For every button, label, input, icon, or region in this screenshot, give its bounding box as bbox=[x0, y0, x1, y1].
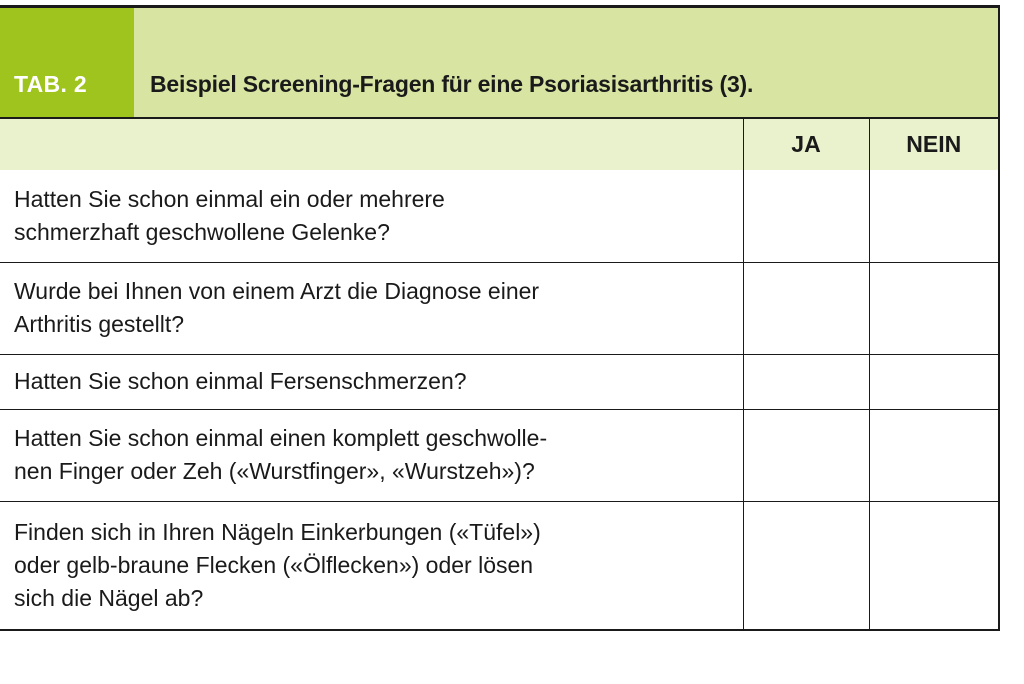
question-text-line: Arthritis gestellt? bbox=[14, 311, 185, 337]
column-header-yes: JA bbox=[743, 119, 869, 170]
question-text-line: sich die Nägel ab? bbox=[14, 584, 204, 611]
table-number-label: TAB. 2 bbox=[0, 8, 134, 117]
answer-cell-no[interactable] bbox=[869, 501, 998, 629]
question-text-line: Hatten Sie schon einmal Fersenschmerzen? bbox=[14, 368, 467, 394]
question-text-line: nen Finger oder Zeh («Wurstfinger», «Wurstzeh»)? bbox=[14, 458, 535, 484]
column-header-question bbox=[0, 119, 743, 170]
table-row bbox=[0, 170, 998, 262]
question-text-line: Finden sich in Ihren Nägeln Einkerbungen («Tüfel») bbox=[14, 518, 541, 545]
question-cell bbox=[0, 354, 743, 409]
screening-table bbox=[0, 5, 1000, 631]
question-text-line: schmerzhaft geschwollene Gelenke? bbox=[14, 218, 390, 245]
answer-cell-no[interactable] bbox=[869, 354, 998, 409]
answer-cell-yes[interactable] bbox=[743, 262, 869, 354]
question-cell bbox=[0, 170, 743, 262]
answer-cell-no[interactable] bbox=[869, 170, 998, 262]
question-text-line: oder gelb-braune Flecken («Ölflecken») oder lösen bbox=[14, 551, 534, 578]
answer-cell-yes[interactable] bbox=[743, 501, 869, 629]
table-row bbox=[0, 501, 998, 629]
question-text-line: Hatten Sie schon einmal einen komplett geschwolle- bbox=[14, 425, 548, 451]
question-cell bbox=[0, 409, 743, 501]
answer-cell-yes[interactable] bbox=[743, 409, 869, 501]
answer-cell-yes[interactable] bbox=[743, 170, 869, 262]
table-row bbox=[0, 262, 998, 354]
column-header-no: NEIN bbox=[869, 119, 998, 170]
column-header-row bbox=[0, 119, 998, 170]
answer-cell-yes[interactable] bbox=[743, 354, 869, 409]
question-text-line: Wurde bei Ihnen von einem Arzt die Diagnose einer bbox=[14, 278, 540, 304]
answer-cell-no[interactable] bbox=[869, 409, 998, 501]
table-title: Beispiel Screening-Fragen für eine Psoriasisarthritis (3). bbox=[150, 71, 754, 97]
question-cell bbox=[0, 262, 743, 354]
table-title-bar bbox=[0, 8, 998, 119]
question-text-line: Hatten Sie schon einmal ein oder mehrere bbox=[14, 185, 445, 212]
question-cell bbox=[0, 501, 743, 629]
table-row bbox=[0, 354, 998, 409]
questions-table bbox=[0, 119, 998, 629]
table-row bbox=[0, 409, 998, 501]
answer-cell-no[interactable] bbox=[869, 262, 998, 354]
